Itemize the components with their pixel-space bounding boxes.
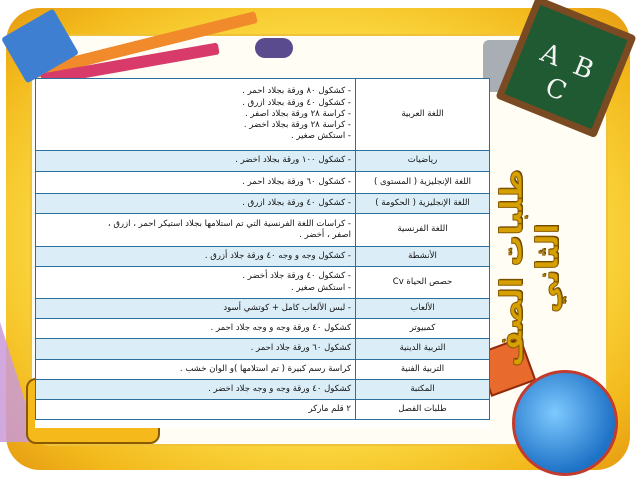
items-cell	[36, 79, 356, 151]
item-line: - كراسة ٢٨ ورقة بجلاد اصفر .	[244, 108, 351, 119]
item-line: كراسة رسم كبيرة ( تم استلامها )و الوان خشب .	[179, 363, 351, 374]
items-cell	[36, 247, 356, 267]
item-line: - كشكول وجه و وجه ٤٠ ورقة جلاد أزرق .	[204, 250, 351, 261]
items-cell	[36, 299, 356, 319]
table-row	[36, 267, 490, 299]
item-line: - كشكول ٨٠ ورقة بجلاد احمر .	[242, 86, 351, 97]
items-cell	[36, 319, 356, 339]
subject-cell: الأنشطة	[356, 247, 490, 267]
item-line: كشكول ٤٠ ورقة وجه و وجه جلاد اخضر .	[208, 383, 351, 394]
table-row	[36, 151, 490, 172]
subject-cell: اللغة العربية	[356, 79, 490, 151]
item-line: - كشكول ٦٠ ورقة بجلاد احمر .	[242, 176, 351, 187]
items-cell	[36, 172, 356, 194]
subject-cell: اللغة الفرنسية	[356, 214, 490, 247]
items-cell	[36, 380, 356, 400]
table-row	[36, 380, 490, 400]
items-cell	[36, 214, 356, 247]
item-line: - كشكول ٤٠ ورقة جلاد أخضر .	[242, 271, 351, 282]
table-row	[36, 214, 490, 247]
item-line: كشكول ٤٠ ورقة وجه و وجه جلاد احمر .	[210, 322, 351, 333]
supplies-table	[35, 78, 490, 420]
item-line: - لبس الألعاب كامل + كوتشي أسود	[223, 302, 351, 313]
items-cell	[36, 400, 356, 420]
subject-cell: رياضيات	[356, 151, 490, 172]
table-row	[36, 172, 490, 194]
item-line: - كراسات اللغة الفرنسية التي تم استلامها بجلاد استيكر احمر ، ازرق ،	[107, 218, 351, 229]
table-row	[36, 194, 490, 214]
item-line: - كشكول ١٠٠ ورقة بجلاد اخضر .	[235, 155, 351, 166]
item-line: اصفر ، أخضر .	[299, 230, 351, 240]
item-line: - استكش صغير .	[290, 131, 351, 142]
table-row	[36, 79, 490, 151]
items-cell	[36, 267, 356, 299]
subject-cell: طلبات الفصل	[356, 400, 490, 420]
item-line: - كراسة ٢٨ ورقة بجلاد اخضر .	[243, 120, 351, 131]
paintbrush-icon	[255, 38, 293, 58]
table-row	[36, 319, 490, 339]
item-line: - كشكول ٤٠ ورقة بجلاد ازرق .	[242, 197, 351, 208]
table-row	[36, 247, 490, 267]
items-cell	[36, 151, 356, 172]
subject-cell: اللغة الإنجليزية ( المستوى )	[356, 172, 490, 194]
table-row	[36, 299, 490, 319]
subject-cell: التربية الفنية	[356, 360, 490, 380]
subject-cell: التربية الدينية	[356, 339, 490, 360]
items-cell	[36, 194, 356, 214]
items-cell	[36, 339, 356, 360]
subject-cell: المكتبة	[356, 380, 490, 400]
subject-cell: اللغة الإنجليزية ( الحكومة )	[356, 194, 490, 214]
subject-cell: الألعاب	[356, 299, 490, 319]
subject-cell: كمبيوتر	[356, 319, 490, 339]
page-title: طلبات الصف الثاني	[494, 169, 566, 367]
chalkboard-letters: A B C	[536, 37, 602, 109]
table-row	[36, 360, 490, 380]
supplies-document	[35, 78, 490, 428]
supplies-table-body	[36, 79, 490, 420]
subject-cell: حصص الحياة Cv	[356, 267, 490, 299]
item-line: - استكش صغير .	[290, 282, 351, 293]
table-row	[36, 400, 490, 420]
items-cell	[36, 360, 356, 380]
table-row	[36, 339, 490, 360]
item-line: - كشكول ٤٠ ورقة بجلاد ازرق .	[242, 97, 351, 108]
item-line: ٢ قلم ماركر	[308, 403, 351, 414]
item-line: كشكول ٦٠ ورقة جلاد احمر .	[250, 343, 351, 354]
